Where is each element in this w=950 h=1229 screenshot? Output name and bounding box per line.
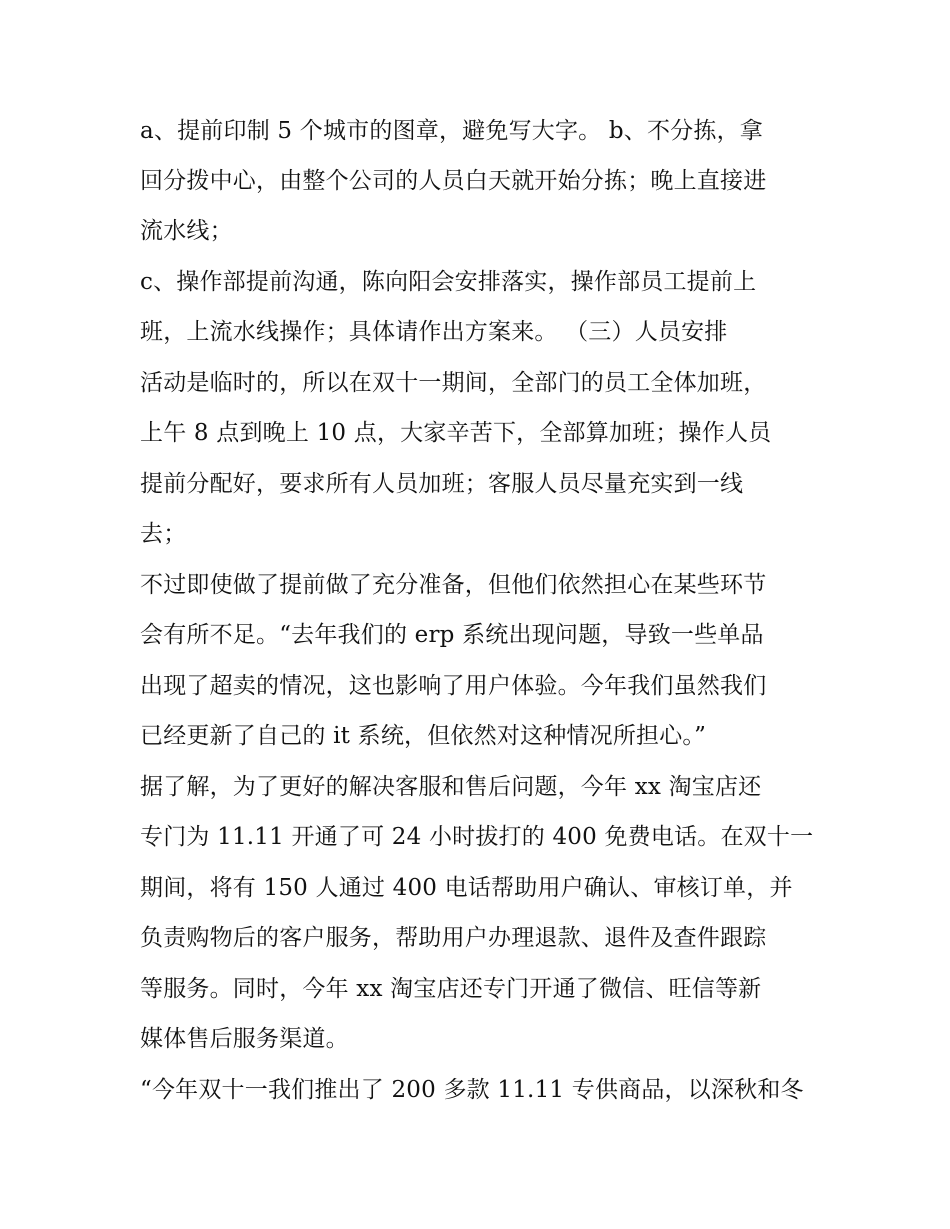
text-line: “今年双十一我们推出了 200 多款 11.11 专供商品，以深秋和冬 <box>140 1077 804 1103</box>
text-line: a、提前印制 5 个城市的图章，避免写大字。 b、不分拣，拿 <box>140 118 764 144</box>
text-line: 活动是临时的，所以在双十一期间，全部门的员工全体加班， <box>140 370 767 396</box>
text-line: 据了解，为了更好的解决客服和售后问题，今年 xx 淘宝店还 <box>140 774 762 800</box>
text-line: 出现了超卖的情况，这也影响了用户体验。今年我们虽然我们 <box>140 673 767 699</box>
text-line: 期间，将有 150 人通过 400 电话帮助用户确认、审核订单，并 <box>140 875 793 901</box>
text-line: 专门为 11.11 开通了可 24 小时拔打的 400 免费电话。在双十一 <box>140 824 814 850</box>
text-line: 等服务。同时，今年 xx 淘宝店还专门开通了微信、旺信等新 <box>140 976 762 1002</box>
text-line: 媒体售后服务渠道。 <box>140 1026 349 1052</box>
text-line: 流水线； <box>140 218 233 244</box>
text-line: 负责购物后的客户服务，帮助用户办理退款、退件及查件跟踪 <box>140 925 767 951</box>
text-line: 会有所不足。“去年我们的 erp 系统出现问题，导致一些单品 <box>140 622 764 648</box>
text-line: c、操作部提前沟通，陈向阳会安排落实，操作部员工提前上 <box>140 269 757 295</box>
text-line: 上午 8 点到晚上 10 点，大家辛苦下，全部算加班；操作人员 <box>140 420 772 446</box>
text-line: 回分拨中心，由整个公司的人员白天就开始分拣；晚上直接进 <box>140 168 767 194</box>
text-line: 提前分配好，要求所有人员加班；客服人员尽量充实到一线 <box>140 471 744 497</box>
text-line: 去； <box>140 521 187 547</box>
text-line: 已经更新了自己的 it 系统，但依然对这种情况所担心。” <box>140 723 707 749</box>
text-line: 班，上流水线操作；具体请作出方案来。 （三）人员安排 <box>140 319 728 345</box>
text-line: 不过即使做了提前做了充分准备，但他们依然担心在某些环节 <box>140 572 767 598</box>
